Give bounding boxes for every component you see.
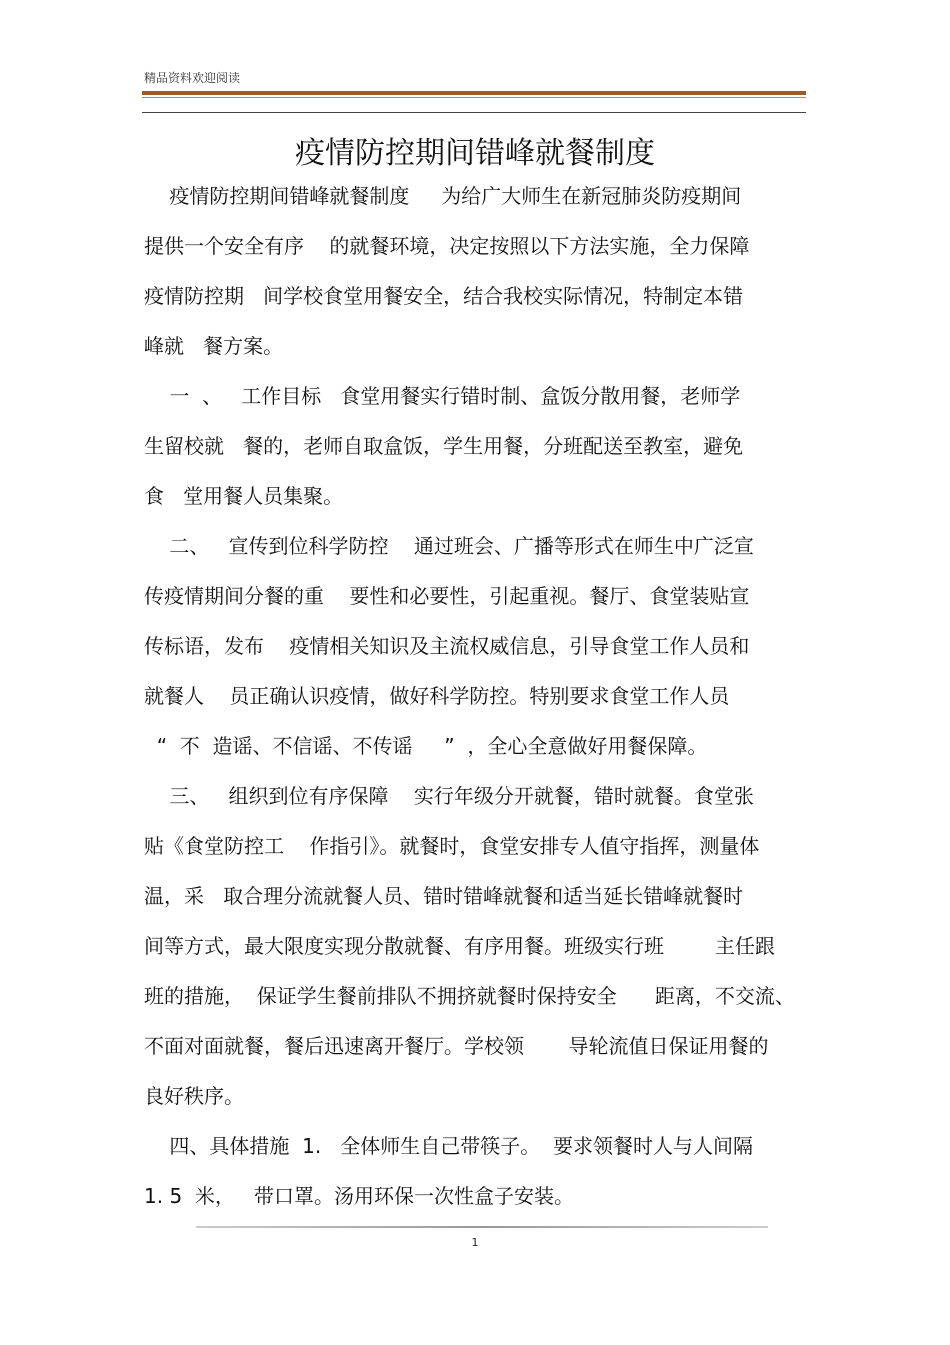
body-line: 四、具体措施 1. 全体师生自己带筷子。 要求领餐时人与人间隔	[144, 1134, 754, 1158]
document-title: 疫情防控期间错峰就餐制度	[295, 136, 655, 171]
header-rule-accent	[142, 97, 806, 98]
body-line: 三、 组织到位有序保障 实行年级分开就餐，错时就餐。食堂张	[144, 784, 754, 808]
body-line: 传标语，发布 疫情相关知识及主流权威信息，引导食堂工作人员和	[144, 634, 750, 658]
body-line: 班的措施， 保证学生餐前排队不拥挤就餐时保持安全 距离，不交流、	[144, 984, 795, 1008]
body-line: 疫情防控期间错峰就餐制度 为给广大师生在新冠肺炎防疫期间	[144, 184, 742, 208]
header-rule-thin	[142, 112, 806, 113]
body-line: 二、 宣传到位科学防控 通过班会、广播等形式在师生中广泛宣	[144, 534, 754, 558]
body-line: 间等方式，最大限度实现分散就餐、有序用餐。班级实行班 主任跟	[144, 934, 775, 958]
body-line: 食 堂用餐人员集聚。	[144, 484, 344, 508]
body-line: 贴《食堂防控工 作指引》。就餐时，食堂安排专人值守指挥，测量体	[144, 834, 760, 858]
body-line: 一 、 工作目标 食堂用餐实行错时制、盒饭分散用餐，老师学	[144, 384, 741, 408]
body-line: 提供一个安全有序 的就餐环境，决定按照以下方法实施，全力保障	[144, 234, 750, 258]
body-line: 生留校就 餐的，老师自取盒饭，学生用餐，分班配送至教室，避免	[144, 434, 744, 458]
footer-rule	[196, 1226, 768, 1228]
page-header-text: 精品资料欢迎阅读	[144, 71, 241, 85]
body-line: 1. 5 米， 带口罩。汤用环保一次性盒子安装。	[144, 1184, 574, 1208]
body-line: 不面对面就餐，餐后迅速离开餐厅。学校领 导轮流值日保证用餐的	[144, 1034, 769, 1058]
body-line: 就餐人 员正确认识疫情，做好科学防控。特别要求食堂工作人员	[144, 684, 730, 708]
body-line: 疫情防控期 间学校食堂用餐安全，结合我校实际情况，特制定本错	[144, 284, 744, 308]
body-line: 温，采 取合理分流就餐人员、错时错峰就餐和适当延长错峰就餐时	[144, 884, 744, 908]
header-rule-thick	[142, 91, 806, 95]
page-number: 1	[471, 1236, 479, 1249]
body-line: “ 不 造谣、不信谣、不传谣 ” ，全心全意做好用餐保障。	[144, 734, 708, 758]
body-line: 峰就 餐方案。	[144, 334, 284, 358]
body-line: 良好秩序。	[144, 1084, 244, 1108]
body-line: 传疫情期间分餐的重 要性和必要性，引起重视。餐厅、食堂装贴宣	[144, 584, 750, 608]
